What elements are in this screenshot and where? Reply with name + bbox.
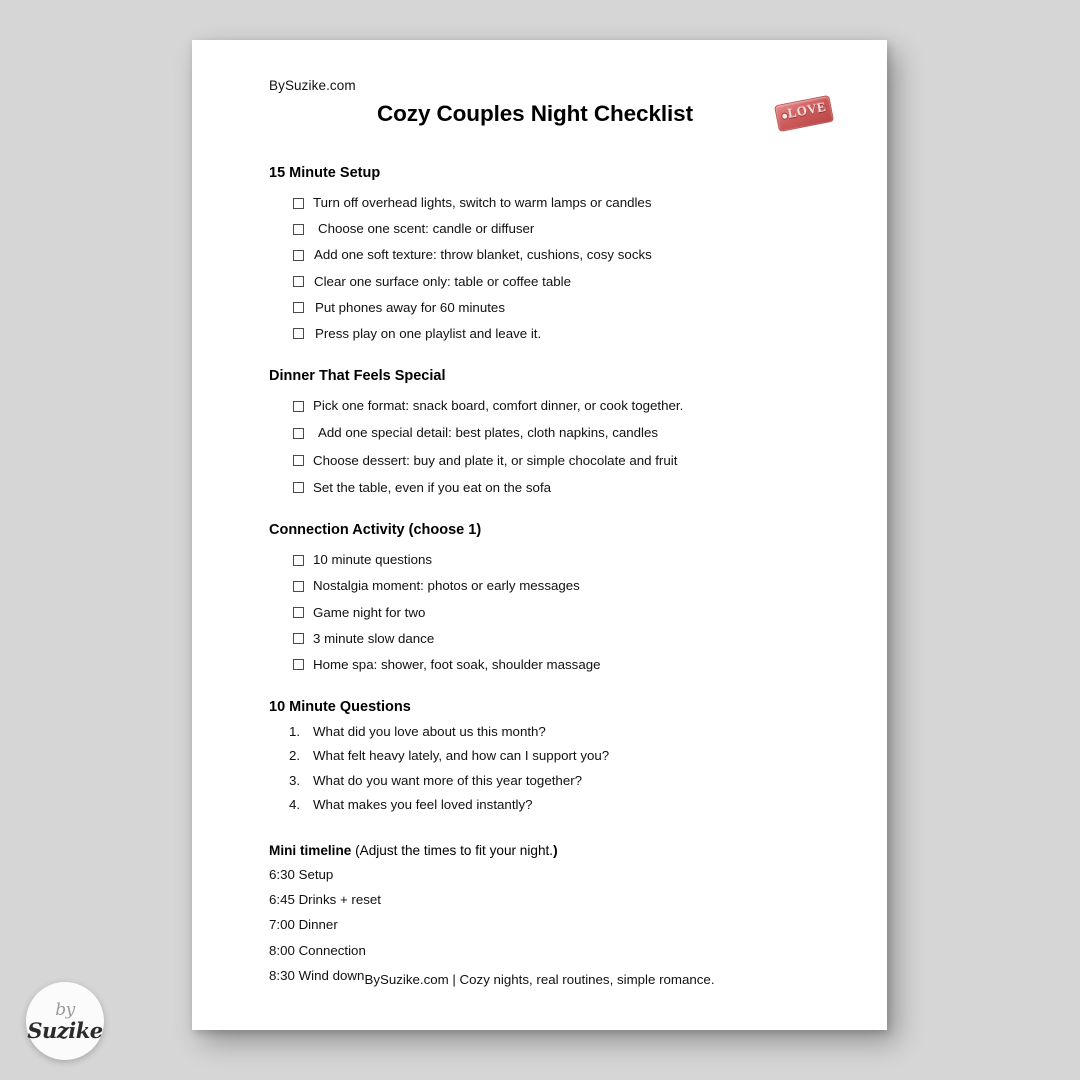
checkbox-icon[interactable]: [293, 198, 304, 209]
check-item-label: Put phones away for 60 minutes: [315, 299, 505, 315]
section-questions: [269, 699, 841, 813]
timeline-entry: 6:45 Drinks + reset: [269, 892, 381, 908]
checklist-setup: [269, 195, 841, 342]
check-item-label: Add one soft texture: throw blanket, cushions, cosy socks: [314, 247, 652, 263]
checkbox-icon[interactable]: [293, 250, 304, 261]
timeline-entry: 8:30 Wind down: [269, 967, 365, 983]
check-item-label: Add one special detail: best plates, cloth napkins, candles: [318, 425, 659, 441]
check-item[interactable]: [293, 398, 841, 415]
check-item-label: Turn off overhead lights, switch to warm lamps or candles: [313, 195, 652, 211]
timeline-entry: 6:30 Setup: [269, 867, 334, 883]
list-item: [289, 797, 841, 814]
list-item-text: What felt heavy lately, and how can I support you?: [313, 748, 610, 764]
list-item-number: 1.: [289, 724, 301, 740]
check-item[interactable]: [293, 657, 841, 674]
checkbox-icon[interactable]: [293, 633, 304, 644]
list-item-text: What do you want more of this year together?: [313, 772, 583, 788]
checkbox-icon[interactable]: [293, 328, 304, 339]
title-row: [269, 99, 841, 139]
page-title: Cozy Couples Night Checklist: [377, 101, 693, 127]
timeline-entry: 8:00 Connection: [269, 942, 366, 958]
page-content: [192, 40, 887, 1030]
love-tag-icon: [773, 91, 834, 135]
check-item-label: Pick one format: snack board, comfort dinner, or cook together.: [313, 398, 684, 414]
section-heading-questions: 10 Minute Questions: [269, 699, 411, 716]
check-item[interactable]: [293, 605, 841, 622]
check-item[interactable]: [293, 480, 841, 497]
checkbox-icon[interactable]: [293, 607, 304, 618]
checkbox-icon[interactable]: [293, 659, 304, 670]
section-heading-connection: Connection Activity (choose 1): [269, 522, 482, 539]
list-item-text: What did you love about us this month?: [313, 724, 546, 740]
section-connection: [269, 522, 841, 673]
check-item-label: Choose one scent: candle or diffuser: [318, 221, 535, 237]
checkbox-icon[interactable]: [293, 581, 304, 592]
check-item[interactable]: [293, 425, 841, 442]
list-item: [289, 773, 841, 790]
love-tag-label: LOVE: [786, 99, 828, 122]
check-item[interactable]: [293, 552, 841, 569]
checkbox-icon[interactable]: [293, 276, 304, 287]
check-item-label: Home spa: shower, foot soak, shoulder massage: [313, 656, 601, 672]
checkbox-icon[interactable]: [293, 224, 304, 235]
check-item-label: 10 minute questions: [313, 552, 433, 568]
logo-name-text: Suzike: [27, 1017, 103, 1043]
timeline-entry: 7:00 Dinner: [269, 917, 338, 933]
list-item-number: 2.: [289, 748, 301, 764]
timeline-heading: [269, 843, 841, 858]
checkbox-icon[interactable]: [293, 455, 304, 466]
section-dinner: [269, 368, 841, 496]
section-heading-dinner: Dinner That Feels Special: [269, 368, 446, 385]
timeline-heading-main: Mini timeline: [269, 843, 352, 859]
section-setup: [269, 165, 841, 342]
check-item[interactable]: [293, 300, 841, 317]
logo-by-text: by: [55, 999, 75, 1020]
check-item-label: Set the table, even if you eat on the sofa: [313, 479, 552, 495]
list-item: [289, 748, 841, 765]
check-item[interactable]: [293, 578, 841, 595]
check-item-label: 3 minute slow dance: [313, 630, 435, 646]
check-item-label: Game night for two: [313, 604, 426, 620]
check-item-label: Nostalgia moment: photos or early messages: [313, 578, 580, 594]
check-item[interactable]: [293, 247, 841, 264]
page-footer: BySuzike.com | Cozy nights, real routines, simple romance.: [364, 972, 715, 987]
timeline-heading-close: ): [553, 843, 558, 859]
checkbox-icon[interactable]: [293, 401, 304, 412]
check-item-label: Choose dessert: buy and plate it, or simple chocolate and fruit: [313, 452, 678, 468]
list-item: [289, 724, 841, 741]
check-item-label: Clear one surface only: table or coffee table: [314, 273, 571, 289]
checkbox-icon[interactable]: [293, 555, 304, 566]
list-item-number: 4.: [289, 796, 301, 812]
checkbox-icon[interactable]: [293, 482, 304, 493]
check-item[interactable]: [293, 195, 841, 212]
section-timeline: [269, 843, 841, 984]
numbered-question-list: [269, 724, 841, 813]
check-item[interactable]: [293, 221, 841, 238]
checkbox-icon[interactable]: [293, 302, 304, 313]
check-item[interactable]: [293, 326, 841, 343]
checklist-connection: [269, 552, 841, 673]
brand-logo-badge: [26, 982, 104, 1060]
list-item-number: 3.: [289, 772, 301, 788]
timeline-heading-note: (Adjust the times to fit your night.: [351, 843, 554, 859]
brand-label: BySuzike.com: [269, 78, 356, 93]
list-item-text: What makes you feel loved instantly?: [313, 796, 533, 812]
check-item[interactable]: [293, 453, 841, 470]
checklist-dinner: [269, 398, 841, 496]
checkbox-icon[interactable]: [293, 428, 304, 439]
document-page: [192, 40, 887, 1030]
check-item[interactable]: [293, 274, 841, 291]
check-item-label: Press play on one playlist and leave it.: [315, 325, 542, 341]
section-heading-setup: 15 Minute Setup: [269, 165, 381, 182]
check-item[interactable]: [293, 631, 841, 648]
